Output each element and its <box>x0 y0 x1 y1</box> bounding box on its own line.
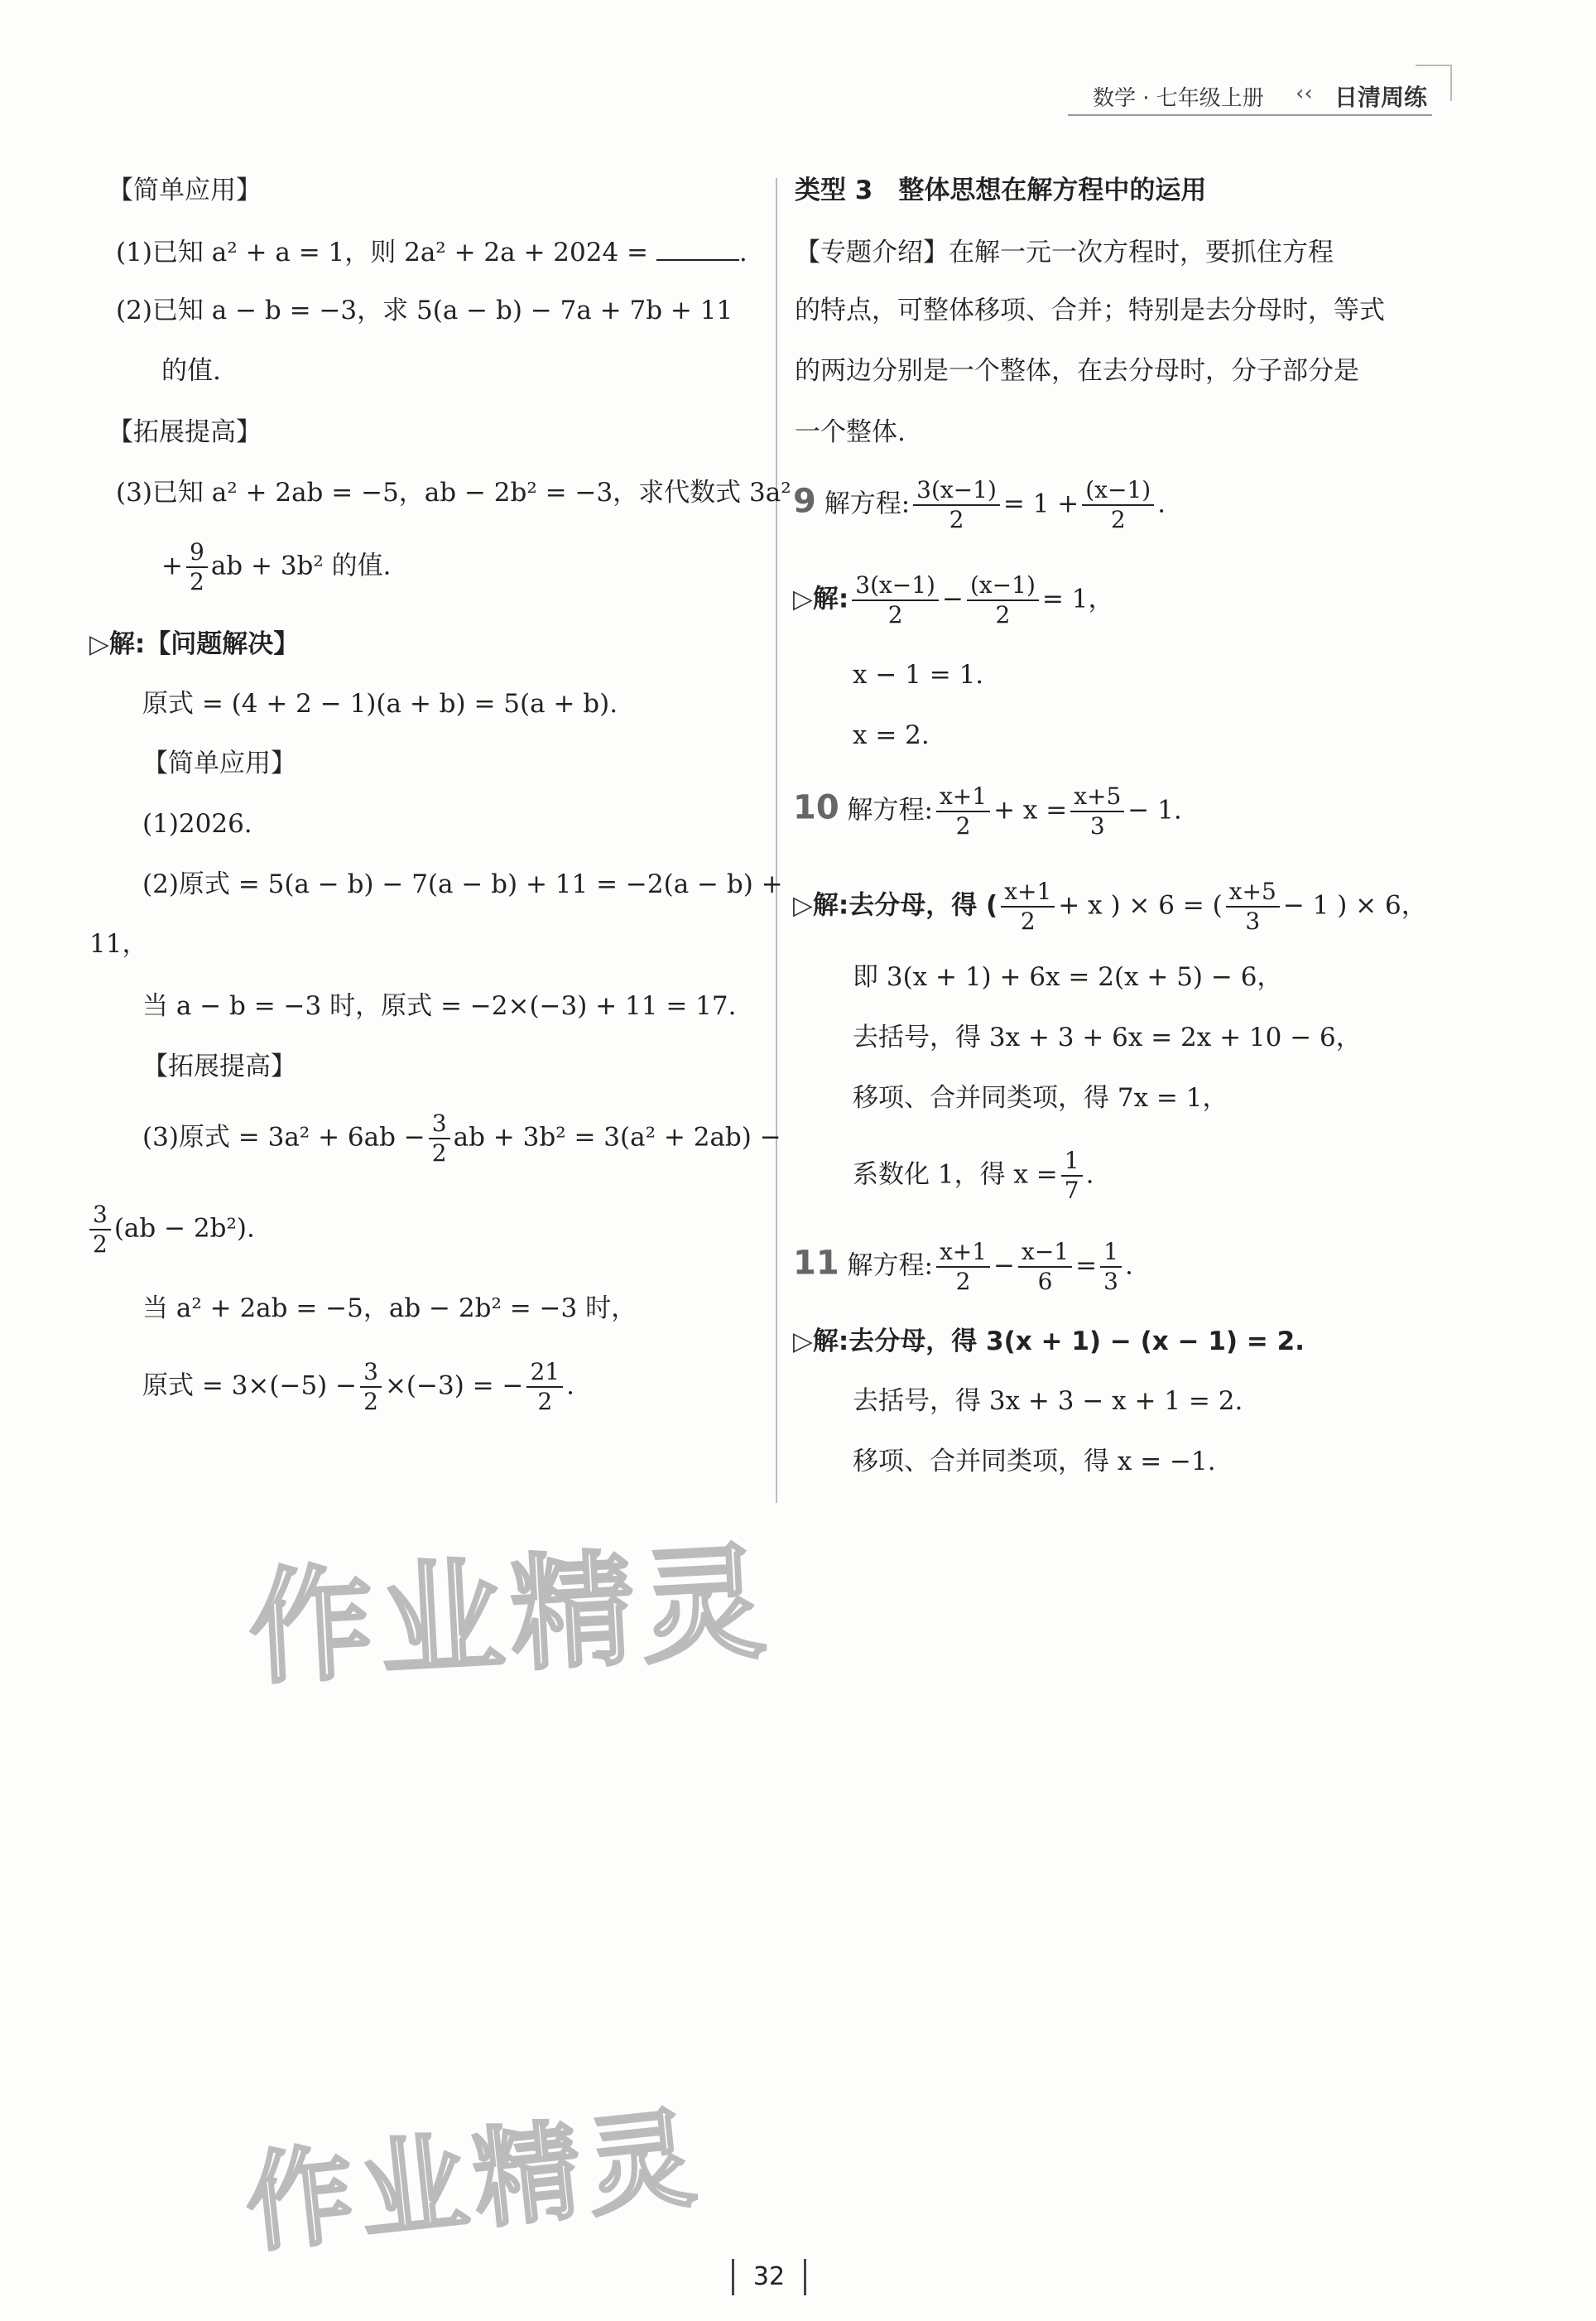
play-arrow-icon: ▷ <box>793 584 813 614</box>
problem-number: 11 <box>793 1244 839 1283</box>
solution-line-1: 原式 = (4 + 2 − 1)(a + b) = 5(a + b). <box>142 689 618 719</box>
solution-9-line-2: x − 1 = 1. <box>853 660 984 690</box>
solution-line-5a: (3)原式 = 3a² + 6ab − $\frac{3}{2}$ ab + 3b² = 3(a² + 2ab) − <box>142 1110 781 1167</box>
play-arrow-icon: ▷ <box>793 890 813 921</box>
header-corner-decoration <box>1416 65 1452 101</box>
play-arrow-icon: ▷ <box>793 1327 813 1356</box>
intro-line-2: 的特点，可整体移项、合并；特别是去分母时，等式 <box>795 296 1385 325</box>
solution-11-line-2: 去括号，得 3x + 3 − x + 1 = 2. <box>853 1386 1243 1416</box>
problem-number: 9 <box>793 482 816 521</box>
answer-blank <box>656 259 739 261</box>
column-divider <box>776 178 777 1503</box>
header-subject: 数学 · 七年级上册 <box>1093 86 1264 111</box>
solution-heading: ▷解:【问题解决】 <box>89 629 300 659</box>
watermark-bottom: 作业精灵 <box>239 2094 708 2268</box>
chevron-left-icon: ‹‹ <box>1296 81 1313 106</box>
solution-line-5b: $\frac{3}{2}$ (ab − 2b²). <box>86 1201 255 1259</box>
type-3-title: 类型 3 整体思想在解方程中的运用 <box>795 176 1207 205</box>
solution-10-line-1: ▷解:去分母，得 ( $\frac{x+1}{2}$ + x ) × 6 = ( $\frac{x+5}{3}$ − 1 ) × 6， <box>793 878 1427 935</box>
solution-10-line-2: 即 3(x + 1) + 6x = 2(x + 5) − 6， <box>853 962 1283 992</box>
solution-line-7: 原式 = 3×(−5) − $\frac{3}{2}$ ×(−3) = − $\frac{21}{2}$ . <box>142 1358 574 1415</box>
solution-simple-title: 【简单应用】 <box>142 749 296 778</box>
question-1: (1)已知 a² + a = 1，则 2a² + 2a + 2024 = . <box>116 238 748 267</box>
simple-app-title: 【简单应用】 <box>108 176 262 205</box>
solution-9-line-1: ▷解: $\frac{3(x-1)}{2}$ − $\frac{(x-1)}{2}$ = 1， <box>793 571 1114 628</box>
solution-ext-title: 【拓展提高】 <box>142 1052 296 1081</box>
play-arrow-icon: ▷ <box>89 629 109 659</box>
header-series: 日清周练 <box>1334 84 1428 111</box>
intro-line-1: 【专题介绍】在解一元一次方程时，要抓住方程 <box>795 238 1334 267</box>
watermark-top: 作业精灵 <box>245 1530 776 1702</box>
solution-10-line-5: 系数化 1，得 x = $\frac{1}{7}$ . <box>853 1147 1094 1204</box>
problem-number: 10 <box>793 788 839 827</box>
solution-line-4: 当 a − b = −3 时，原式 = −2×(−3) + 11 = 17. <box>142 991 737 1021</box>
question-2-line2: 的值. <box>161 356 221 386</box>
solution-10-line-3: 去括号，得 3x + 3 + 6x = 2x + 10 − 6， <box>853 1023 1362 1052</box>
solution-line-3a: (2)原式 = 5(a − b) − 7(a − b) + 11 = −2(a − b) + <box>142 869 783 899</box>
solution-10-line-4: 移项、合并同类项，得 7x = 1， <box>853 1083 1228 1113</box>
header-rule <box>1068 114 1432 116</box>
problem-10: 10 解方程: $\frac{x+1}{2}$ + x = $\frac{x+5}{3}$ − 1. <box>793 782 1182 840</box>
solution-line-2: (1)2026. <box>142 809 252 839</box>
question-3-line2: + $\frac{9}{2}$ ab + 3b² 的值. <box>161 538 392 595</box>
question-2-line1: (2)已知 a − b = −3，求 5(a − b) − 7a + 7b + 11 <box>116 296 733 325</box>
intro-line-4: 一个整体. <box>795 417 906 447</box>
problem-11: 11 解方程: $\frac{x+1}{2}$ − $\frac{x-1}{6}$ = $\frac{1}{3}$ . <box>793 1238 1133 1295</box>
problem-9: 9 解方程: $\frac{3(x-1)}{2}$ = 1 + $\frac{(x-1)}{2}$ . <box>793 476 1166 533</box>
solution-line-6: 当 a² + 2ab = −5，ab − 2b² = −3 时， <box>142 1293 637 1323</box>
solution-11-line-1: ▷解:去分母，得 3(x + 1) − (x − 1) = 2. <box>793 1327 1305 1356</box>
page-number: 32 <box>732 2259 806 2295</box>
question-3-line1: (3)已知 a² + 2ab = −5，ab − 2b² = −3，求代数式 3a² <box>116 478 791 508</box>
ext-title: 【拓展提高】 <box>108 417 262 447</box>
intro-line-3: 的两边分别是一个整体，在去分母时，分子部分是 <box>795 356 1359 386</box>
solution-11-line-3: 移项、合并同类项，得 x = −1. <box>853 1447 1216 1476</box>
solution-9-line-3: x = 2. <box>853 720 930 750</box>
solution-line-3b: 11， <box>89 929 148 959</box>
